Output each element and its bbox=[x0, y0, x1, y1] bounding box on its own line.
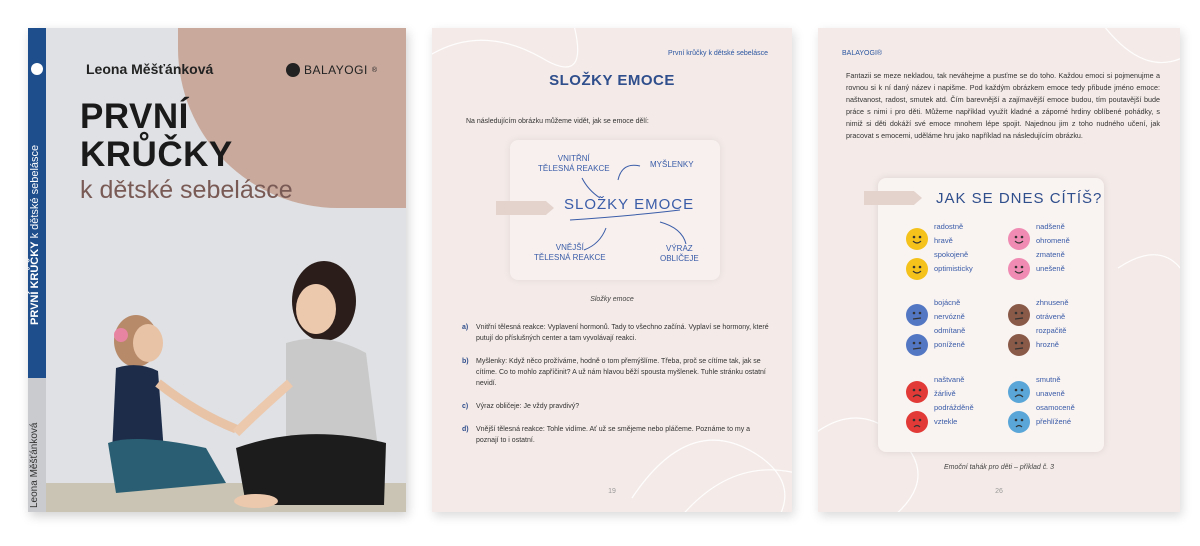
emotion-word: unešeně bbox=[1036, 264, 1065, 273]
emotion-face-icon bbox=[1008, 411, 1030, 433]
emotion-face-icon bbox=[906, 258, 928, 280]
emotion-face-icon bbox=[1008, 228, 1030, 250]
emotion-word: spokojeně bbox=[934, 250, 969, 259]
page-number: 26 bbox=[995, 488, 1003, 495]
emotion-word: přehlížené bbox=[1036, 417, 1072, 426]
emotion-word: nadšeně bbox=[1036, 222, 1065, 231]
emotion-word: odmítaně bbox=[934, 326, 966, 335]
chart-title: JAK SE DNES CÍTÍŠ? bbox=[936, 190, 1103, 207]
diagram-center-label: SLOŽKY EMOCE bbox=[564, 196, 695, 213]
emotion-word: optimisticky bbox=[934, 264, 973, 273]
emotion-face-icon bbox=[906, 228, 928, 250]
page-26 bbox=[818, 28, 1180, 512]
chart-arrow-tab bbox=[864, 191, 922, 205]
cover-author: Leona Měšťánková bbox=[86, 61, 214, 77]
emotion-face-icon bbox=[906, 411, 928, 433]
emotion-face-icon bbox=[906, 381, 928, 403]
emotion-word: unaveně bbox=[1036, 389, 1065, 398]
list-item: a) Vnitřní tělesná reakce: Vyplavení hormonů. Tady to všechno začíná. Vyplaví se hormony, které putují do příslušných center a tam vyvolávají reakci. bbox=[462, 324, 769, 342]
diagram-label-facial-expression: VÝRAZ OBLIČEJE bbox=[660, 244, 699, 263]
emotion-word: hrozně bbox=[1036, 340, 1059, 349]
list-item: c) Výraz obličeje: Je vždy pravdivý? bbox=[462, 403, 580, 410]
figure-caption: Složky emoce bbox=[590, 296, 634, 303]
emotion-face-icon bbox=[1008, 334, 1030, 356]
emotion-word: hravě bbox=[934, 236, 953, 245]
emotion-face-icon bbox=[1008, 381, 1030, 403]
list-item: b) Myšlenky: Když něco prožíváme, hodně o tom přemýšlíme. Třeba, proč se cítíme tak, jak se cítíme. Co to mohlo zapříčinit? A už nám hlavou běží spousta myšlenek. Tuhle stránku ostatní nevidí. bbox=[462, 358, 766, 387]
emotion-face-icon bbox=[1008, 304, 1030, 326]
diagram-label-thoughts: MYŠLENKY bbox=[650, 160, 694, 169]
running-head: První krůčky k dětské sebelásce bbox=[668, 50, 768, 57]
section-title: SLOŽKY EMOCE bbox=[549, 72, 675, 89]
emotion-word: naštvaně bbox=[934, 375, 965, 384]
spine-logo-icon bbox=[31, 63, 43, 75]
emotion-word: nervózně bbox=[934, 312, 965, 321]
emotion-word: poníženě bbox=[934, 340, 965, 349]
emotion-face-icon bbox=[906, 334, 928, 356]
list-item: d) Vnější tělesná reakce: Tohle vidíme. Ať už se smějeme nebo pláčeme. Poznáme to my a poznají to i ostatní. bbox=[462, 426, 751, 444]
brand-logo-icon bbox=[286, 63, 300, 77]
emotion-word: zmateně bbox=[1036, 250, 1065, 259]
components-list bbox=[462, 322, 772, 458]
emotion-word: žárlivě bbox=[934, 389, 956, 398]
intro-text: Na následujícím obrázku můžeme vidět, jak se emoce dělí: bbox=[466, 118, 649, 125]
emotion-word: otráveně bbox=[1036, 312, 1066, 321]
emotion-face-icon bbox=[906, 304, 928, 326]
spine-title: PRVNÍ KRŮČKY k dětské sebelásce bbox=[29, 144, 41, 326]
cover-brand: BALAYOGI ® bbox=[286, 63, 377, 77]
page-number: 19 bbox=[608, 488, 616, 495]
emotion-components-diagram bbox=[510, 140, 720, 280]
emotion-word: smutně bbox=[1036, 375, 1061, 384]
emotion-word: radostně bbox=[934, 222, 964, 231]
diagram-label-inner-reaction: VNITŘNÍ TĚLESNÁ REAKCE bbox=[538, 154, 610, 173]
emotion-face-icon bbox=[1008, 258, 1030, 280]
figure-caption: Emoční tahák pro děti – příklad č. 3 bbox=[943, 464, 1055, 471]
running-head: BALAYOGI® bbox=[842, 50, 883, 57]
cover-photo-figures bbox=[46, 243, 406, 512]
emotion-word: bojácně bbox=[934, 298, 961, 307]
book-cover bbox=[28, 28, 406, 512]
cover-subtitle: k dětské sebelásce bbox=[80, 176, 293, 204]
body-text: Fantazii se meze nekladou, tak neváhejme a pusťme se do toho. Každou emoci si pojmenujme a rovnou si k ní daný název i napišme. Pod každým obrázkem emoce tedy přibude jméno emoce: naštvanost, radost, smutek atd. Čím barevnější a zajímavější emoce budou, tím poutavější bude práce s nimi i pro děti. Můžeme například využít kladné a záporné hrdiny oblíbené pohádky, s nimiž si děti dokáží své emoce mnohem lépe spojit. Najednou jim z toho nudného učení, jak pracovat s emocemi, uděláme hru jako například na následujícím obrázku. bbox=[846, 71, 1160, 140]
emotion-word: zhnuseně bbox=[1036, 298, 1069, 307]
cover-title: PRVNÍ KRŮČKY bbox=[80, 97, 233, 174]
emotion-word: ohromeně bbox=[1036, 236, 1070, 245]
page-19 bbox=[432, 28, 792, 512]
emotion-word: rozpačitě bbox=[1036, 326, 1067, 335]
emotion-word: osamoceně bbox=[1036, 403, 1075, 412]
emotion-word: podrážděně bbox=[934, 403, 974, 412]
emotion-chart-card bbox=[878, 178, 1104, 452]
diagram-label-outer-reaction: VNĚJŠÍ TĚLESNÁ REAKCE bbox=[534, 243, 606, 262]
emotion-word: vztekle bbox=[934, 417, 958, 426]
spine-author: Leona Měšťánková bbox=[29, 422, 40, 508]
